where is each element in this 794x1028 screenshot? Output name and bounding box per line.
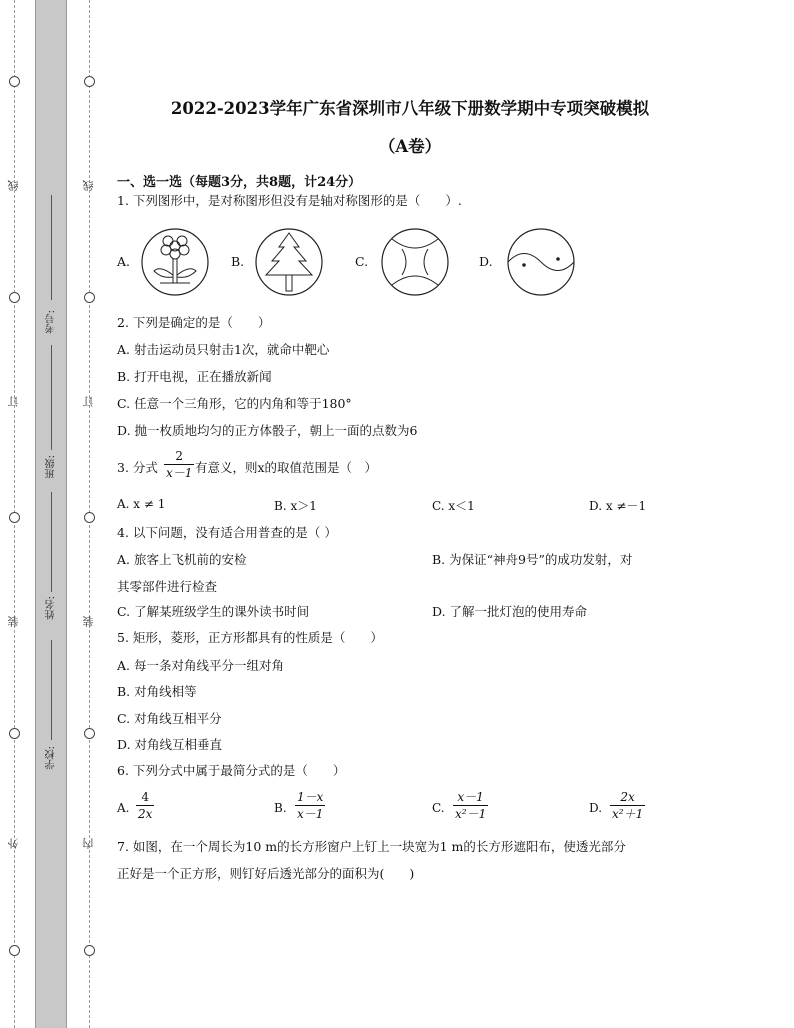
page-title: 2022-2023学年广东省深圳市八年级下册数学期中专项突破模拟 xyxy=(170,99,650,118)
flower-icon xyxy=(140,227,210,297)
q4-option-d: D. 了解一批灯泡的使用寿命 xyxy=(432,604,588,619)
q2-option-c: C. 任意一个三角形，它的内角和等于180° xyxy=(117,396,352,411)
q6-fraction-a xyxy=(136,789,154,822)
class-label: 班级: xyxy=(46,455,57,479)
q1-option-b-label: B. xyxy=(231,254,245,269)
hole-circle xyxy=(84,292,95,303)
q5-option-c: C. 对角线互相平分 xyxy=(117,711,222,726)
hole-circle xyxy=(9,76,20,87)
question-5-stem: 5. 矩形，菱形，正方形都具有的性质是（ ） xyxy=(117,630,383,645)
section-heading: 一、选一选（每题3分，共8题，计24分） xyxy=(117,175,362,190)
q6-b-denominator: x－1 xyxy=(297,807,324,821)
question-1-stem: 1. 下列图形中，是对称图形但没有是轴对称图形的是（ ）. xyxy=(117,193,462,208)
hole-circle xyxy=(9,512,20,523)
name-label: 姓名: xyxy=(46,596,57,620)
q3-denominator: x－1 xyxy=(166,466,193,480)
arcs-icon xyxy=(380,227,450,297)
q5-option-a: A. 每一条对角线平分一组对角 xyxy=(117,658,284,673)
q6-c-denominator: x²－1 xyxy=(455,807,487,821)
hole-circle xyxy=(84,512,95,523)
q4-option-b-cont: 其零部件进行检查 xyxy=(117,579,218,594)
question-6-stem: 6. 下列分式中属于最简分式的是（ ） xyxy=(117,763,346,778)
q6-fraction-c xyxy=(453,789,488,822)
q3-fraction xyxy=(164,448,194,481)
outer-label-bind: 装 xyxy=(7,616,20,627)
q6-d-numerator: 2x xyxy=(610,789,645,806)
q6-a-denominator: 2x xyxy=(138,807,153,821)
q5-option-d: D. 对角线互相垂直 xyxy=(117,737,223,752)
outer-label-line: 线 xyxy=(7,180,20,191)
inner-label-inside: 内 xyxy=(82,838,95,849)
tree-icon xyxy=(254,227,324,297)
q6-c-numerator: x－1 xyxy=(453,789,488,806)
question-4-stem: 4. 以下问题，没有适合用普查的是（ ） xyxy=(117,525,337,540)
q6-option-a-label: A. xyxy=(117,801,130,815)
q6-option-b-label: B. xyxy=(274,801,287,815)
q3-option-a: A. x ≠ 1 xyxy=(117,497,166,511)
inner-label-order: 订 xyxy=(82,396,95,407)
q6-a-numerator: 4 xyxy=(136,789,154,806)
q6-option-d-label: D. xyxy=(589,801,603,815)
question-7-line1: 7. 如图，在一个周长为10 m的长方形窗户上钉上一块宽为1 m的长方形遮阳布，使透光部分 xyxy=(117,839,626,854)
q4-option-c: C. 了解某班级学生的课外读书时间 xyxy=(117,604,310,619)
exam-number-line[interactable] xyxy=(51,195,52,300)
q1-option-c-label: C. xyxy=(355,254,369,269)
question-3-prefix: 3. 分式 xyxy=(117,460,158,475)
name-line[interactable] xyxy=(51,492,52,592)
class-line[interactable] xyxy=(51,345,52,450)
exam-number-label: 考号: xyxy=(46,310,57,334)
q6-d-denominator: x²＋1 xyxy=(612,807,644,821)
question-2-stem: 2. 下列是确定的是（ ） xyxy=(117,315,271,330)
q2-option-a: A. 射击运动员只射击1次，就命中靶心 xyxy=(117,342,330,357)
q3-option-b: B. x＞1 xyxy=(274,499,317,513)
hole-circle xyxy=(9,292,20,303)
hole-circle xyxy=(9,728,20,739)
hole-circle xyxy=(84,76,95,87)
q6-fraction-b xyxy=(295,789,325,822)
q4-option-b: B. 为保证“神舟9号”的成功发射，对 xyxy=(432,552,633,567)
page-subtitle: （A卷） xyxy=(378,137,442,156)
hole-circle xyxy=(84,945,95,956)
hole-circle xyxy=(84,728,95,739)
question-3-suffix: 有意义，则x的取值范围是（ ） xyxy=(195,460,378,475)
q6-fraction-d xyxy=(610,789,645,822)
outer-label-outside: 外 xyxy=(7,838,20,849)
question-7-line2: 正好是一个正方形，则钉好后透光部分的面积为( ) xyxy=(117,866,415,881)
yin-yang-icon xyxy=(506,227,576,297)
school-line[interactable] xyxy=(51,640,52,740)
q5-option-b: B. 对角线相等 xyxy=(117,684,197,699)
q2-option-b: B. 打开电视，正在播放新闻 xyxy=(117,369,272,384)
q4-option-a: A. 旅客上飞机前的安检 xyxy=(117,552,247,567)
inner-label-line: 线 xyxy=(82,180,95,191)
outer-label-order: 订 xyxy=(7,396,20,407)
q3-option-d: D. x ≠－1 xyxy=(589,499,647,513)
hole-circle xyxy=(9,945,20,956)
q6-b-numerator: 1－x xyxy=(297,790,324,804)
q1-option-a-label: A. xyxy=(117,254,131,269)
q2-option-d: D. 抛一枚质地均匀的正方体骰子，朝上一面的点数为6 xyxy=(117,423,418,438)
q3-option-c: C. x＜1 xyxy=(432,499,475,513)
inner-label-bind: 装 xyxy=(82,616,95,627)
q1-option-d-label: D. xyxy=(479,254,493,269)
q6-option-c-label: C. xyxy=(432,801,445,815)
school-label: 学校: xyxy=(46,746,57,770)
q3-numerator: 2 xyxy=(164,448,194,465)
